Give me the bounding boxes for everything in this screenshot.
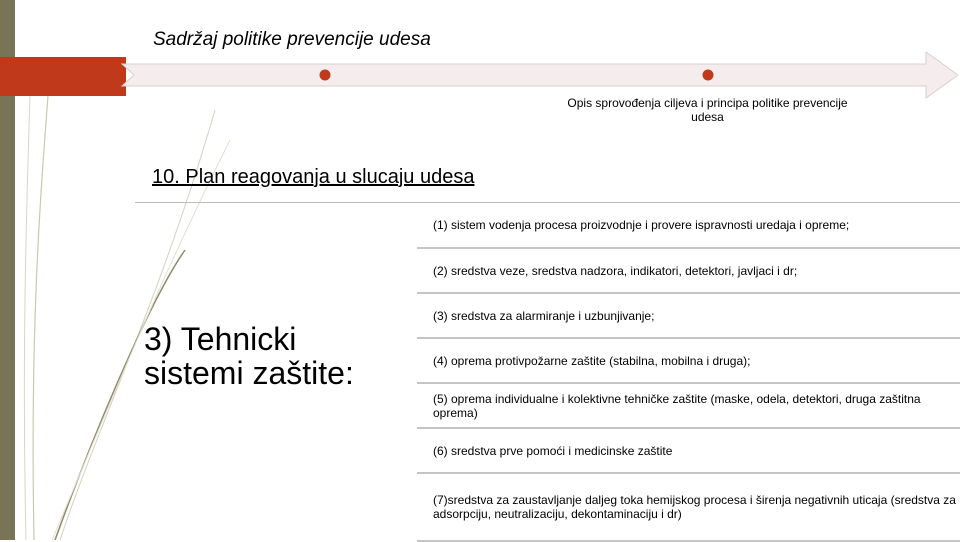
list-item: (2) sredstva veze, sredstva nadzora, indikatori, detektori, javljaci i dr; xyxy=(417,249,960,294)
list-item: (3) sredstva za alarmiranje i uzbunjivanje; xyxy=(417,294,960,339)
timeline-dot xyxy=(703,70,714,81)
list-item: (1) sistem vodenja procesa proizvodnje i provere ispravnosti uredaja i opreme; xyxy=(417,203,960,249)
side-label: 3) Tehnicki sistemi zaštite: xyxy=(144,321,354,391)
timeline-arrow xyxy=(120,50,960,102)
list-item: (4) oprema protivpožarne zaštite (stabilna, mobilna i druga); xyxy=(417,339,960,384)
section-heading: 10. Plan reagovanja u slucaju udesa xyxy=(152,166,475,188)
slide-title: Sadržaj politike prevencije udesa xyxy=(153,29,431,50)
list-item: (5) oprema individualne i kolektivne tehničke zaštite (maske, odela, detektori, druga zaštitna oprema) xyxy=(417,384,960,429)
items-list xyxy=(417,203,960,542)
list-item: (7)sredstva za zaustavljanje daljeg toka hemijskog procesa i širenja negativnih uticaja (sredstva za adsorpciju, neutralizaciju, dekontaminaciju i dr) xyxy=(417,474,960,542)
list-item: (6) sredstva prve pomoći i medicinske zaštite xyxy=(417,429,960,474)
timeline-note: Opis sprovođenja ciljeva i principa politike prevencije udesa xyxy=(567,96,848,124)
timeline-dot xyxy=(320,70,331,81)
